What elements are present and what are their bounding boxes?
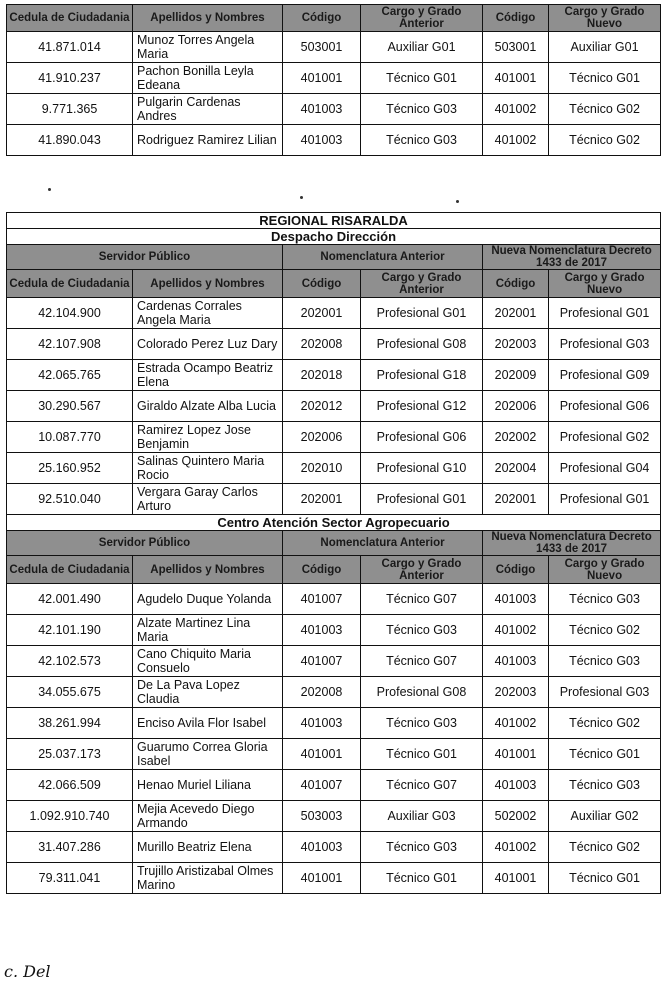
header-cargo-anterior: Cargo y Grado Anterior bbox=[361, 270, 483, 298]
cargo-nuevo-cell: Profesional G09 bbox=[549, 360, 661, 391]
cargo-nuevo-cell: Profesional G03 bbox=[549, 329, 661, 360]
codigo-anterior-cell: 401003 bbox=[283, 708, 361, 739]
regional-title-row bbox=[7, 213, 661, 229]
table-row bbox=[7, 708, 661, 739]
cedula-cell: 79.311.041 bbox=[7, 863, 133, 894]
cargo-anterior-cell: Técnico G07 bbox=[361, 584, 483, 615]
cargo-nuevo-cell: Profesional G03 bbox=[549, 677, 661, 708]
cargo-anterior-cell: Auxiliar G01 bbox=[361, 32, 483, 63]
cargo-anterior-cell: Profesional G12 bbox=[361, 391, 483, 422]
header-nombres: Apellidos y Nombres bbox=[133, 270, 283, 298]
cargo-anterior-cell: Profesional G06 bbox=[361, 422, 483, 453]
cargo-nuevo-cell: Profesional G04 bbox=[549, 453, 661, 484]
group-header-anterior: Nomenclatura Anterior bbox=[283, 531, 483, 556]
header-nombres: Apellidos y Nombres bbox=[133, 556, 283, 584]
codigo-anterior-cell: 202006 bbox=[283, 422, 361, 453]
codigo-nuevo-cell: 401002 bbox=[483, 94, 549, 125]
header-row bbox=[7, 5, 661, 32]
group-header-nueva: Nueva Nomenclatura Decreto 1433 de 2017 bbox=[483, 245, 661, 270]
cargo-anterior-cell: Profesional G10 bbox=[361, 453, 483, 484]
header-codigo-nuevo: Código bbox=[483, 270, 549, 298]
cargo-nuevo-cell: Técnico G01 bbox=[549, 863, 661, 894]
cedula-cell: 1.092.910.740 bbox=[7, 801, 133, 832]
nombre-cell: Salinas Quintero Maria Rocio bbox=[133, 453, 283, 484]
codigo-anterior-cell: 401003 bbox=[283, 94, 361, 125]
table-row bbox=[7, 584, 661, 615]
codigo-nuevo-cell: 401002 bbox=[483, 832, 549, 863]
cedula-cell: 42.001.490 bbox=[7, 584, 133, 615]
header-cargo-nuevo: Cargo y Grado Nuevo bbox=[549, 5, 661, 32]
cargo-anterior-cell: Técnico G07 bbox=[361, 770, 483, 801]
cargo-nuevo-cell: Técnico G02 bbox=[549, 94, 661, 125]
codigo-nuevo-cell: 401002 bbox=[483, 615, 549, 646]
nombre-cell: Cardenas Corrales Angela Maria bbox=[133, 298, 283, 329]
cedula-cell: 9.771.365 bbox=[7, 94, 133, 125]
regional-title: REGIONAL RISARALDA bbox=[7, 213, 661, 229]
cargo-nuevo-cell: Auxiliar G01 bbox=[549, 32, 661, 63]
codigo-nuevo-cell: 202009 bbox=[483, 360, 549, 391]
cargo-anterior-cell: Técnico G03 bbox=[361, 708, 483, 739]
header-codigo-anterior: Código bbox=[283, 5, 361, 32]
cargo-anterior-cell: Auxiliar G03 bbox=[361, 801, 483, 832]
codigo-nuevo-cell: 401002 bbox=[483, 708, 549, 739]
codigo-anterior-cell: 401003 bbox=[283, 832, 361, 863]
codigo-anterior-cell: 202008 bbox=[283, 329, 361, 360]
table-row bbox=[7, 391, 661, 422]
table-row bbox=[7, 863, 661, 894]
cargo-nuevo-cell: Profesional G01 bbox=[549, 484, 661, 515]
nombre-cell: Cano Chiquito Maria Consuelo bbox=[133, 646, 283, 677]
nombre-cell: Mejia Acevedo Diego Armando bbox=[133, 801, 283, 832]
codigo-anterior-cell: 202018 bbox=[283, 360, 361, 391]
cargo-nuevo-cell: Técnico G03 bbox=[549, 770, 661, 801]
table-row bbox=[7, 770, 661, 801]
nombre-cell: Trujillo Aristizabal Olmes Marino bbox=[133, 863, 283, 894]
table-row bbox=[7, 125, 661, 156]
nombre-cell: Pulgarin Cardenas Andres bbox=[133, 94, 283, 125]
cedula-cell: 25.037.173 bbox=[7, 739, 133, 770]
codigo-anterior-cell: 401007 bbox=[283, 584, 361, 615]
cedula-cell: 31.407.286 bbox=[7, 832, 133, 863]
cargo-anterior-cell: Profesional G01 bbox=[361, 484, 483, 515]
table-row bbox=[7, 484, 661, 515]
table-row bbox=[7, 360, 661, 391]
cargo-nuevo-cell: Técnico G03 bbox=[549, 584, 661, 615]
table-row bbox=[7, 422, 661, 453]
cedula-cell: 92.510.040 bbox=[7, 484, 133, 515]
handwritten-note: c. Del bbox=[4, 962, 51, 981]
codigo-anterior-cell: 202001 bbox=[283, 298, 361, 329]
cargo-nuevo-cell: Técnico G02 bbox=[549, 832, 661, 863]
cedula-cell: 42.107.908 bbox=[7, 329, 133, 360]
codigo-anterior-cell: 401001 bbox=[283, 863, 361, 894]
nombre-cell: Pachon Bonilla Leyla Edeana bbox=[133, 63, 283, 94]
cargo-nuevo-cell: Profesional G06 bbox=[549, 391, 661, 422]
cargo-anterior-cell: Técnico G07 bbox=[361, 646, 483, 677]
group-header-nueva: Nueva Nomenclatura Decreto 1433 de 2017 bbox=[483, 531, 661, 556]
cedula-cell: 42.102.573 bbox=[7, 646, 133, 677]
nombre-cell: Giraldo Alzate Alba Lucia bbox=[133, 391, 283, 422]
nombre-cell: Rodriguez Ramirez Lilian bbox=[133, 125, 283, 156]
header-cedula: Cedula de Ciudadania bbox=[7, 270, 133, 298]
nombre-cell: Ramirez Lopez Jose Benjamin bbox=[133, 422, 283, 453]
header-row bbox=[7, 556, 661, 584]
codigo-anterior-cell: 401007 bbox=[283, 770, 361, 801]
table-row bbox=[7, 329, 661, 360]
table-row bbox=[7, 801, 661, 832]
cargo-nuevo-cell: Técnico G02 bbox=[549, 615, 661, 646]
header-cargo-anterior: Cargo y Grado Anterior bbox=[361, 5, 483, 32]
header-row bbox=[7, 270, 661, 298]
group-header-row bbox=[7, 245, 661, 270]
codigo-nuevo-cell: 202001 bbox=[483, 298, 549, 329]
table-row bbox=[7, 453, 661, 484]
group-header-servidor: Servidor Público bbox=[7, 245, 283, 270]
codigo-anterior-cell: 401001 bbox=[283, 739, 361, 770]
group-header-anterior: Nomenclatura Anterior bbox=[283, 245, 483, 270]
table-row bbox=[7, 615, 661, 646]
codigo-nuevo-cell: 401002 bbox=[483, 125, 549, 156]
codigo-anterior-cell: 401007 bbox=[283, 646, 361, 677]
table-row bbox=[7, 94, 661, 125]
nombre-cell: Murillo Beatriz Elena bbox=[133, 832, 283, 863]
codigo-nuevo-cell: 202004 bbox=[483, 453, 549, 484]
cedula-cell: 42.104.900 bbox=[7, 298, 133, 329]
codigo-nuevo-cell: 401003 bbox=[483, 584, 549, 615]
cargo-nuevo-cell: Técnico G03 bbox=[549, 646, 661, 677]
group-header-servidor: Servidor Público bbox=[7, 531, 283, 556]
cedula-cell: 42.066.509 bbox=[7, 770, 133, 801]
cargo-nuevo-cell: Técnico G01 bbox=[549, 739, 661, 770]
table-row bbox=[7, 298, 661, 329]
codigo-anterior-cell: 202008 bbox=[283, 677, 361, 708]
cargo-nuevo-cell: Profesional G01 bbox=[549, 298, 661, 329]
cargo-anterior-cell: Técnico G03 bbox=[361, 94, 483, 125]
cargo-anterior-cell: Profesional G08 bbox=[361, 329, 483, 360]
header-cargo-nuevo: Cargo y Grado Nuevo bbox=[549, 270, 661, 298]
header-cargo-anterior: Cargo y Grado Anterior bbox=[361, 556, 483, 584]
table-row bbox=[7, 739, 661, 770]
codigo-anterior-cell: 503003 bbox=[283, 801, 361, 832]
nombre-cell: Estrada Ocampo Beatriz Elena bbox=[133, 360, 283, 391]
cargo-nuevo-cell: Técnico G01 bbox=[549, 63, 661, 94]
cargo-anterior-cell: Profesional G08 bbox=[361, 677, 483, 708]
codigo-nuevo-cell: 401003 bbox=[483, 770, 549, 801]
codigo-nuevo-cell: 202003 bbox=[483, 329, 549, 360]
cargo-anterior-cell: Técnico G03 bbox=[361, 615, 483, 646]
nombre-cell: De La Pava Lopez Claudia bbox=[133, 677, 283, 708]
codigo-anterior-cell: 401003 bbox=[283, 125, 361, 156]
codigo-nuevo-cell: 401001 bbox=[483, 739, 549, 770]
cedula-cell: 30.290.567 bbox=[7, 391, 133, 422]
header-cargo-nuevo: Cargo y Grado Nuevo bbox=[549, 556, 661, 584]
cargo-anterior-cell: Técnico G03 bbox=[361, 125, 483, 156]
cedula-cell: 38.261.994 bbox=[7, 708, 133, 739]
cargo-anterior-cell: Profesional G01 bbox=[361, 298, 483, 329]
table-row bbox=[7, 646, 661, 677]
scan-speck bbox=[456, 200, 459, 203]
table-row bbox=[7, 832, 661, 863]
nombre-cell: Alzate Martinez Lina Maria bbox=[133, 615, 283, 646]
cedula-cell: 41.910.237 bbox=[7, 63, 133, 94]
codigo-nuevo-cell: 202003 bbox=[483, 677, 549, 708]
codigo-nuevo-cell: 503001 bbox=[483, 32, 549, 63]
group-header-row bbox=[7, 531, 661, 556]
cargo-anterior-cell: Profesional G18 bbox=[361, 360, 483, 391]
top-table bbox=[6, 4, 661, 156]
nombre-cell: Enciso Avila Flor Isabel bbox=[133, 708, 283, 739]
cedula-cell: 42.101.190 bbox=[7, 615, 133, 646]
header-codigo-anterior: Código bbox=[283, 556, 361, 584]
cargo-anterior-cell: Técnico G01 bbox=[361, 739, 483, 770]
cargo-nuevo-cell: Auxiliar G02 bbox=[549, 801, 661, 832]
codigo-nuevo-cell: 401001 bbox=[483, 63, 549, 94]
cedula-cell: 25.160.952 bbox=[7, 453, 133, 484]
codigo-nuevo-cell: 502002 bbox=[483, 801, 549, 832]
cedula-cell: 42.065.765 bbox=[7, 360, 133, 391]
top-table-body bbox=[7, 32, 661, 156]
codigo-nuevo-cell: 202002 bbox=[483, 422, 549, 453]
codigo-nuevo-cell: 401001 bbox=[483, 863, 549, 894]
header-codigo-nuevo: Código bbox=[483, 5, 549, 32]
header-cedula: Cedula de Ciudadania bbox=[7, 5, 133, 32]
nombre-cell: Henao Muriel Liliana bbox=[133, 770, 283, 801]
codigo-nuevo-cell: 401003 bbox=[483, 646, 549, 677]
header-nombres: Apellidos y Nombres bbox=[133, 5, 283, 32]
codigo-anterior-cell: 202012 bbox=[283, 391, 361, 422]
cedula-cell: 41.871.014 bbox=[7, 32, 133, 63]
table-row bbox=[7, 32, 661, 63]
section-title-row bbox=[7, 229, 661, 245]
cedula-cell: 41.890.043 bbox=[7, 125, 133, 156]
cedula-cell: 34.055.675 bbox=[7, 677, 133, 708]
section-title-row bbox=[7, 515, 661, 531]
cargo-nuevo-cell: Profesional G02 bbox=[549, 422, 661, 453]
nombre-cell: Vergara Garay Carlos Arturo bbox=[133, 484, 283, 515]
nombre-cell: Agudelo Duque Yolanda bbox=[133, 584, 283, 615]
scan-speck bbox=[48, 188, 51, 191]
codigo-nuevo-cell: 202006 bbox=[483, 391, 549, 422]
codigo-nuevo-cell: 202001 bbox=[483, 484, 549, 515]
section-title: Despacho Dirección bbox=[7, 229, 661, 245]
section-title: Centro Atención Sector Agropecuario bbox=[7, 515, 661, 531]
codigo-anterior-cell: 401003 bbox=[283, 615, 361, 646]
table-row bbox=[7, 63, 661, 94]
cedula-cell: 10.087.770 bbox=[7, 422, 133, 453]
regional-table-body bbox=[7, 213, 661, 894]
header-cedula: Cedula de Ciudadania bbox=[7, 556, 133, 584]
scan-speck bbox=[300, 196, 303, 199]
codigo-anterior-cell: 503001 bbox=[283, 32, 361, 63]
codigo-anterior-cell: 202001 bbox=[283, 484, 361, 515]
cargo-anterior-cell: Técnico G01 bbox=[361, 63, 483, 94]
cargo-anterior-cell: Técnico G01 bbox=[361, 863, 483, 894]
codigo-anterior-cell: 202010 bbox=[283, 453, 361, 484]
cargo-anterior-cell: Técnico G03 bbox=[361, 832, 483, 863]
header-codigo-anterior: Código bbox=[283, 270, 361, 298]
nombre-cell: Guarumo Correa Gloria Isabel bbox=[133, 739, 283, 770]
regional-table bbox=[6, 212, 661, 894]
cargo-nuevo-cell: Técnico G02 bbox=[549, 708, 661, 739]
nombre-cell: Munoz Torres Angela Maria bbox=[133, 32, 283, 63]
codigo-anterior-cell: 401001 bbox=[283, 63, 361, 94]
header-codigo-nuevo: Código bbox=[483, 556, 549, 584]
table-row bbox=[7, 677, 661, 708]
nombre-cell: Colorado Perez Luz Dary bbox=[133, 329, 283, 360]
cargo-nuevo-cell: Técnico G02 bbox=[549, 125, 661, 156]
